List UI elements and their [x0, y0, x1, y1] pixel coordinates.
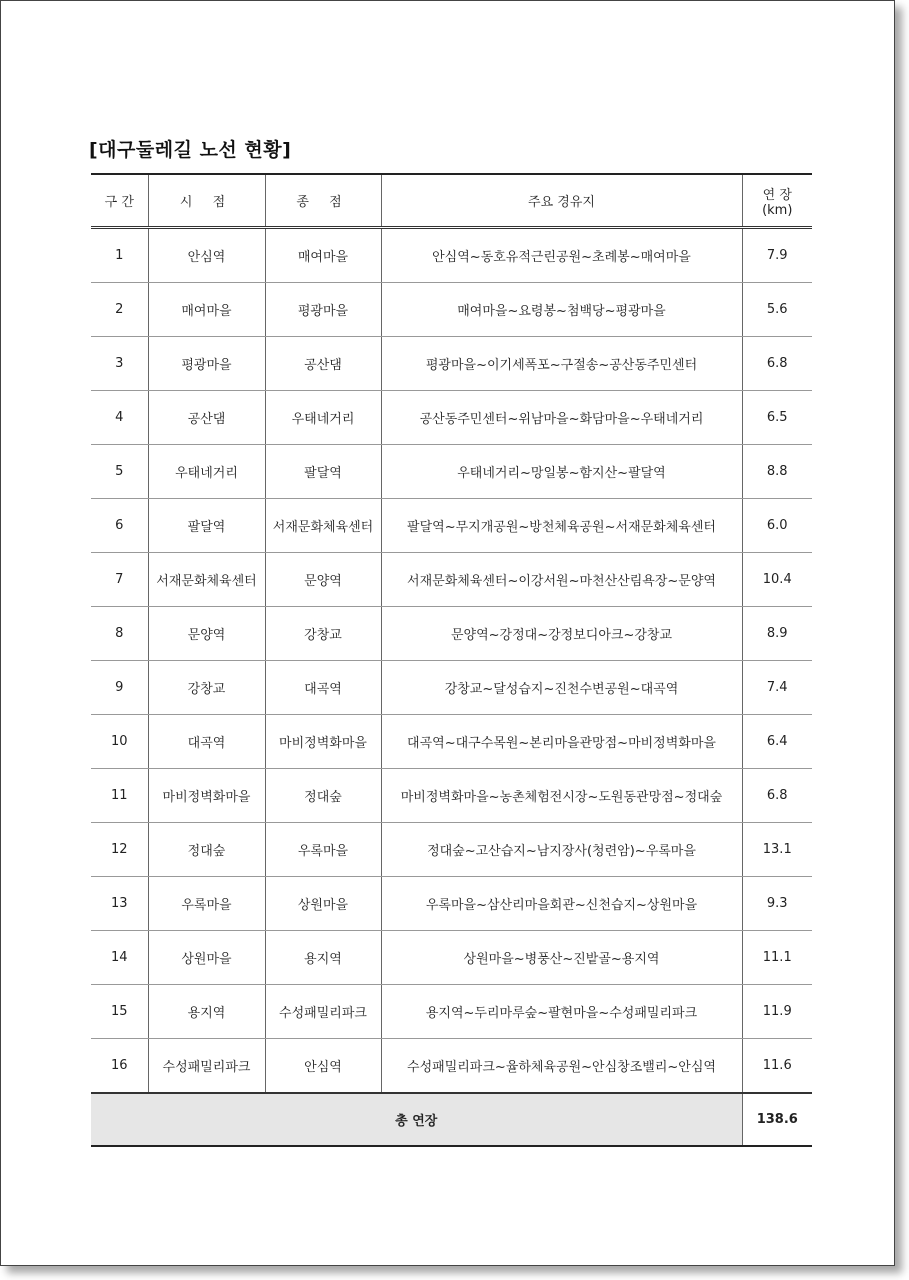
header-length-label: 연 장 [762, 187, 792, 203]
cell-waypoints: 정대숲~고산습지~남지장사(청련암)~우록마을 [381, 823, 742, 877]
cell-end-point: 공산댐 [265, 337, 381, 391]
total-row [91, 1093, 812, 1146]
table-row [91, 985, 812, 1039]
cell-waypoints: 강창교~달성습지~진천수변공원~대곡역 [381, 661, 742, 715]
cell-section-number: 8 [91, 607, 148, 661]
cell-section-number: 2 [91, 283, 148, 337]
header-end: 종 점 [265, 174, 381, 228]
cell-section-number: 12 [91, 823, 148, 877]
cell-section-number: 15 [91, 985, 148, 1039]
table-header-row [91, 174, 812, 228]
cell-section-number: 16 [91, 1039, 148, 1094]
header-waypoints: 주요 경유지 [381, 174, 742, 228]
cell-end-point: 마비정벽화마을 [265, 715, 381, 769]
table-row [91, 445, 812, 499]
table-row [91, 391, 812, 445]
cell-start-point: 안심역 [148, 228, 265, 283]
cell-start-point: 상원마을 [148, 931, 265, 985]
cell-waypoints: 문양역~강정대~강정보디아크~강창교 [381, 607, 742, 661]
cell-length: 9.3 [742, 877, 812, 931]
cell-length: 6.8 [742, 337, 812, 391]
cell-section-number: 5 [91, 445, 148, 499]
cell-waypoints: 수성패밀리파크~율하체육공원~안심창조밸리~안심역 [381, 1039, 742, 1094]
table-row [91, 553, 812, 607]
table-row [91, 877, 812, 931]
table-row [91, 283, 812, 337]
cell-waypoints: 공산동주민센터~위남마을~화담마을~우태네거리 [381, 391, 742, 445]
cell-end-point: 상원마을 [265, 877, 381, 931]
cell-length: 11.6 [742, 1039, 812, 1094]
cell-waypoints: 마비정벽화마을~농촌체험전시장~도원동관망점~정대숲 [381, 769, 742, 823]
cell-end-point: 우록마을 [265, 823, 381, 877]
cell-end-point: 정대숲 [265, 769, 381, 823]
cell-end-point: 강창교 [265, 607, 381, 661]
table-row [91, 607, 812, 661]
cell-section-number: 7 [91, 553, 148, 607]
cell-start-point: 서재문화체육센터 [148, 553, 265, 607]
document-title: [대구둘레길 노선 현황] [89, 139, 292, 161]
cell-waypoints: 평광마을~이기세폭포~구절송~공산동주민센터 [381, 337, 742, 391]
cell-end-point: 대곡역 [265, 661, 381, 715]
cell-length: 8.8 [742, 445, 812, 499]
cell-end-point: 안심역 [265, 1039, 381, 1094]
cell-length: 5.6 [742, 283, 812, 337]
total-length: 138.6 [742, 1093, 812, 1146]
route-table [91, 173, 812, 1147]
table-row [91, 228, 812, 283]
cell-length: 7.9 [742, 228, 812, 283]
cell-length: 6.4 [742, 715, 812, 769]
cell-end-point: 매여마을 [265, 228, 381, 283]
cell-start-point: 대곡역 [148, 715, 265, 769]
table-row [91, 769, 812, 823]
cell-end-point: 수성패밀리파크 [265, 985, 381, 1039]
table-row [91, 1039, 812, 1094]
cell-section-number: 3 [91, 337, 148, 391]
cell-start-point: 정대숲 [148, 823, 265, 877]
cell-start-point: 우태네거리 [148, 445, 265, 499]
header-length [742, 174, 812, 228]
table-row [91, 499, 812, 553]
cell-start-point: 수성패밀리파크 [148, 1039, 265, 1094]
cell-waypoints: 팔달역~무지개공원~방천체육공원~서재문화체육센터 [381, 499, 742, 553]
total-label: 총 연장 [91, 1093, 742, 1146]
table-row [91, 931, 812, 985]
cell-waypoints: 서재문화체육센터~이강서원~마천산산림욕장~문양역 [381, 553, 742, 607]
table-row [91, 715, 812, 769]
cell-start-point: 문양역 [148, 607, 265, 661]
cell-waypoints: 용지역~두리마루숲~팔현마을~수성패밀리파크 [381, 985, 742, 1039]
cell-section-number: 11 [91, 769, 148, 823]
cell-length: 6.0 [742, 499, 812, 553]
cell-waypoints: 매여마을~요령봉~첨백당~평광마을 [381, 283, 742, 337]
cell-end-point: 용지역 [265, 931, 381, 985]
cell-length: 6.5 [742, 391, 812, 445]
cell-end-point: 서재문화체육센터 [265, 499, 381, 553]
cell-section-number: 14 [91, 931, 148, 985]
cell-section-number: 9 [91, 661, 148, 715]
cell-start-point: 강창교 [148, 661, 265, 715]
cell-section-number: 1 [91, 228, 148, 283]
header-section: 구 간 [91, 174, 148, 228]
cell-length: 11.1 [742, 931, 812, 985]
cell-end-point: 팔달역 [265, 445, 381, 499]
cell-start-point: 매여마을 [148, 283, 265, 337]
cell-length: 7.4 [742, 661, 812, 715]
cell-length: 10.4 [742, 553, 812, 607]
cell-section-number: 6 [91, 499, 148, 553]
cell-length: 11.9 [742, 985, 812, 1039]
cell-end-point: 문양역 [265, 553, 381, 607]
cell-waypoints: 우태네거리~망일봉~함지산~팔달역 [381, 445, 742, 499]
cell-section-number: 13 [91, 877, 148, 931]
table-row [91, 337, 812, 391]
cell-start-point: 용지역 [148, 985, 265, 1039]
cell-start-point: 우록마을 [148, 877, 265, 931]
table-row [91, 823, 812, 877]
cell-waypoints: 우록마을~삼산리마을회관~신천습지~상원마을 [381, 877, 742, 931]
cell-start-point: 평광마을 [148, 337, 265, 391]
cell-start-point: 공산댐 [148, 391, 265, 445]
cell-start-point: 마비정벽화마을 [148, 769, 265, 823]
table-row [91, 661, 812, 715]
cell-waypoints: 대곡역~대구수목원~본리마을관망점~마비정벽화마을 [381, 715, 742, 769]
cell-waypoints: 안심역~동호유적근린공원~초례봉~매여마을 [381, 228, 742, 283]
cell-end-point: 평광마을 [265, 283, 381, 337]
cell-length: 13.1 [742, 823, 812, 877]
cell-length: 6.8 [742, 769, 812, 823]
cell-end-point: 우태네거리 [265, 391, 381, 445]
cell-section-number: 4 [91, 391, 148, 445]
cell-section-number: 10 [91, 715, 148, 769]
cell-waypoints: 상원마을~병풍산~진밭골~용지역 [381, 931, 742, 985]
cell-length: 8.9 [742, 607, 812, 661]
header-start: 시 점 [148, 174, 265, 228]
header-length-unit: (km) [762, 202, 793, 218]
cell-start-point: 팔달역 [148, 499, 265, 553]
